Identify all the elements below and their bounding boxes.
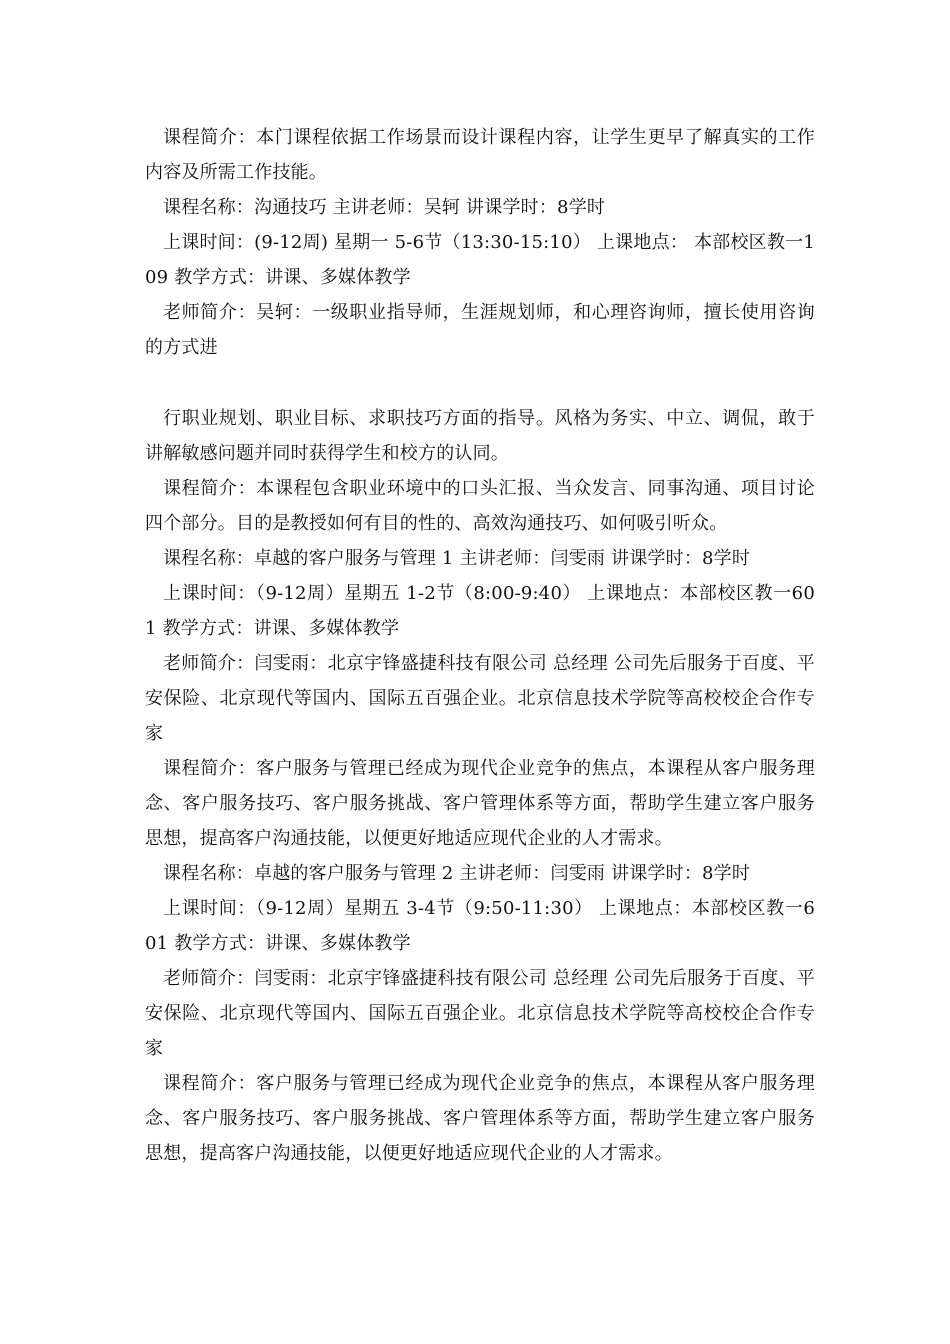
teacher-intro-paragraph: 老师简介：吴轲：一级职业指导师，生涯规划师，和心理咨询师，擅长使用咨询的方式进: [145, 302, 815, 358]
course-intro-paragraph: 课程简介：客户服务与管理已经成为现代企业竞争的焦点，本课程从客户服务理念、客户服务技巧、客户服务挑战、客户管理体系等方面，帮助学生建立客户服务思想，提高客户沟通技能，以便更好地适应现代企业的人才需求。: [145, 758, 815, 849]
class-time-paragraph: 上课时间：（9-12周）星期五 3-4节（9:50-11:30） 上课地点：本部校区教一601 教学方式：讲课、多媒体教学: [145, 898, 815, 954]
teacher-intro-paragraph: 老师简介：闫雯雨：北京宇锋盛捷科技有限公司 总经理 公司先后服务于百度、平安保险、北京现代等国内、国际五百强企业。北京信息技术学院等高校校企合作专家: [145, 653, 815, 744]
teacher-intro-paragraph: 老师简介：闫雯雨：北京宇锋盛捷科技有限公司 总经理 公司先后服务于百度、平安保险、北京现代等国内、国际五百强企业。北京信息技术学院等高校校企合作专家: [145, 968, 815, 1059]
text-section-1: [145, 120, 815, 365]
class-time-paragraph: 上课时间：(9-12周) 星期一 5-6节（13:30-15:10） 上课地点： 本部校区教一109 教学方式：讲课、多媒体教学: [145, 232, 815, 288]
course-name-paragraph: 课程名称：卓越的客户服务与管理 1 主讲老师：闫雯雨 讲课学时：8学时: [163, 548, 751, 569]
course-intro-paragraph: 课程简介：本课程包含职业环境中的口头汇报、当众发言、同事沟通、项目讨论四个部分。目的是教授如何有目的性的、高效沟通技巧、如何吸引听众。: [145, 478, 815, 534]
course-intro-paragraph: 课程简介：客户服务与管理已经成为现代企业竞争的焦点，本课程从客户服务理念、客户服务技巧、客户服务挑战、客户管理体系等方面，帮助学生建立客户服务思想，提高客户沟通技能，以便更好地适应现代企业的人才需求。: [145, 1073, 815, 1164]
class-time-paragraph: 上课时间：（9-12周）星期五 1-2节（8:00-9:40） 上课地点：本部校区教一601 教学方式：讲课、多媒体教学: [145, 583, 815, 639]
course-name-paragraph: 课程名称：卓越的客户服务与管理 2 主讲老师：闫雯雨 讲课学时：8学时: [163, 863, 751, 884]
course-name-paragraph: 课程名称：沟通技巧 主讲老师：吴轲 讲课学时：8学时: [163, 197, 606, 218]
teacher-intro-continued-paragraph: 行职业规划、职业目标、求职技巧方面的指导。风格为务实、中立、调侃，敢于讲解敏感问题并同时获得学生和校方的认同。: [145, 408, 815, 464]
text-section-2: [145, 401, 815, 1171]
course-intro-paragraph: 课程简介：本门课程依据工作场景而设计课程内容，让学生更早了解真实的工作内容及所需工作技能。: [145, 127, 815, 183]
